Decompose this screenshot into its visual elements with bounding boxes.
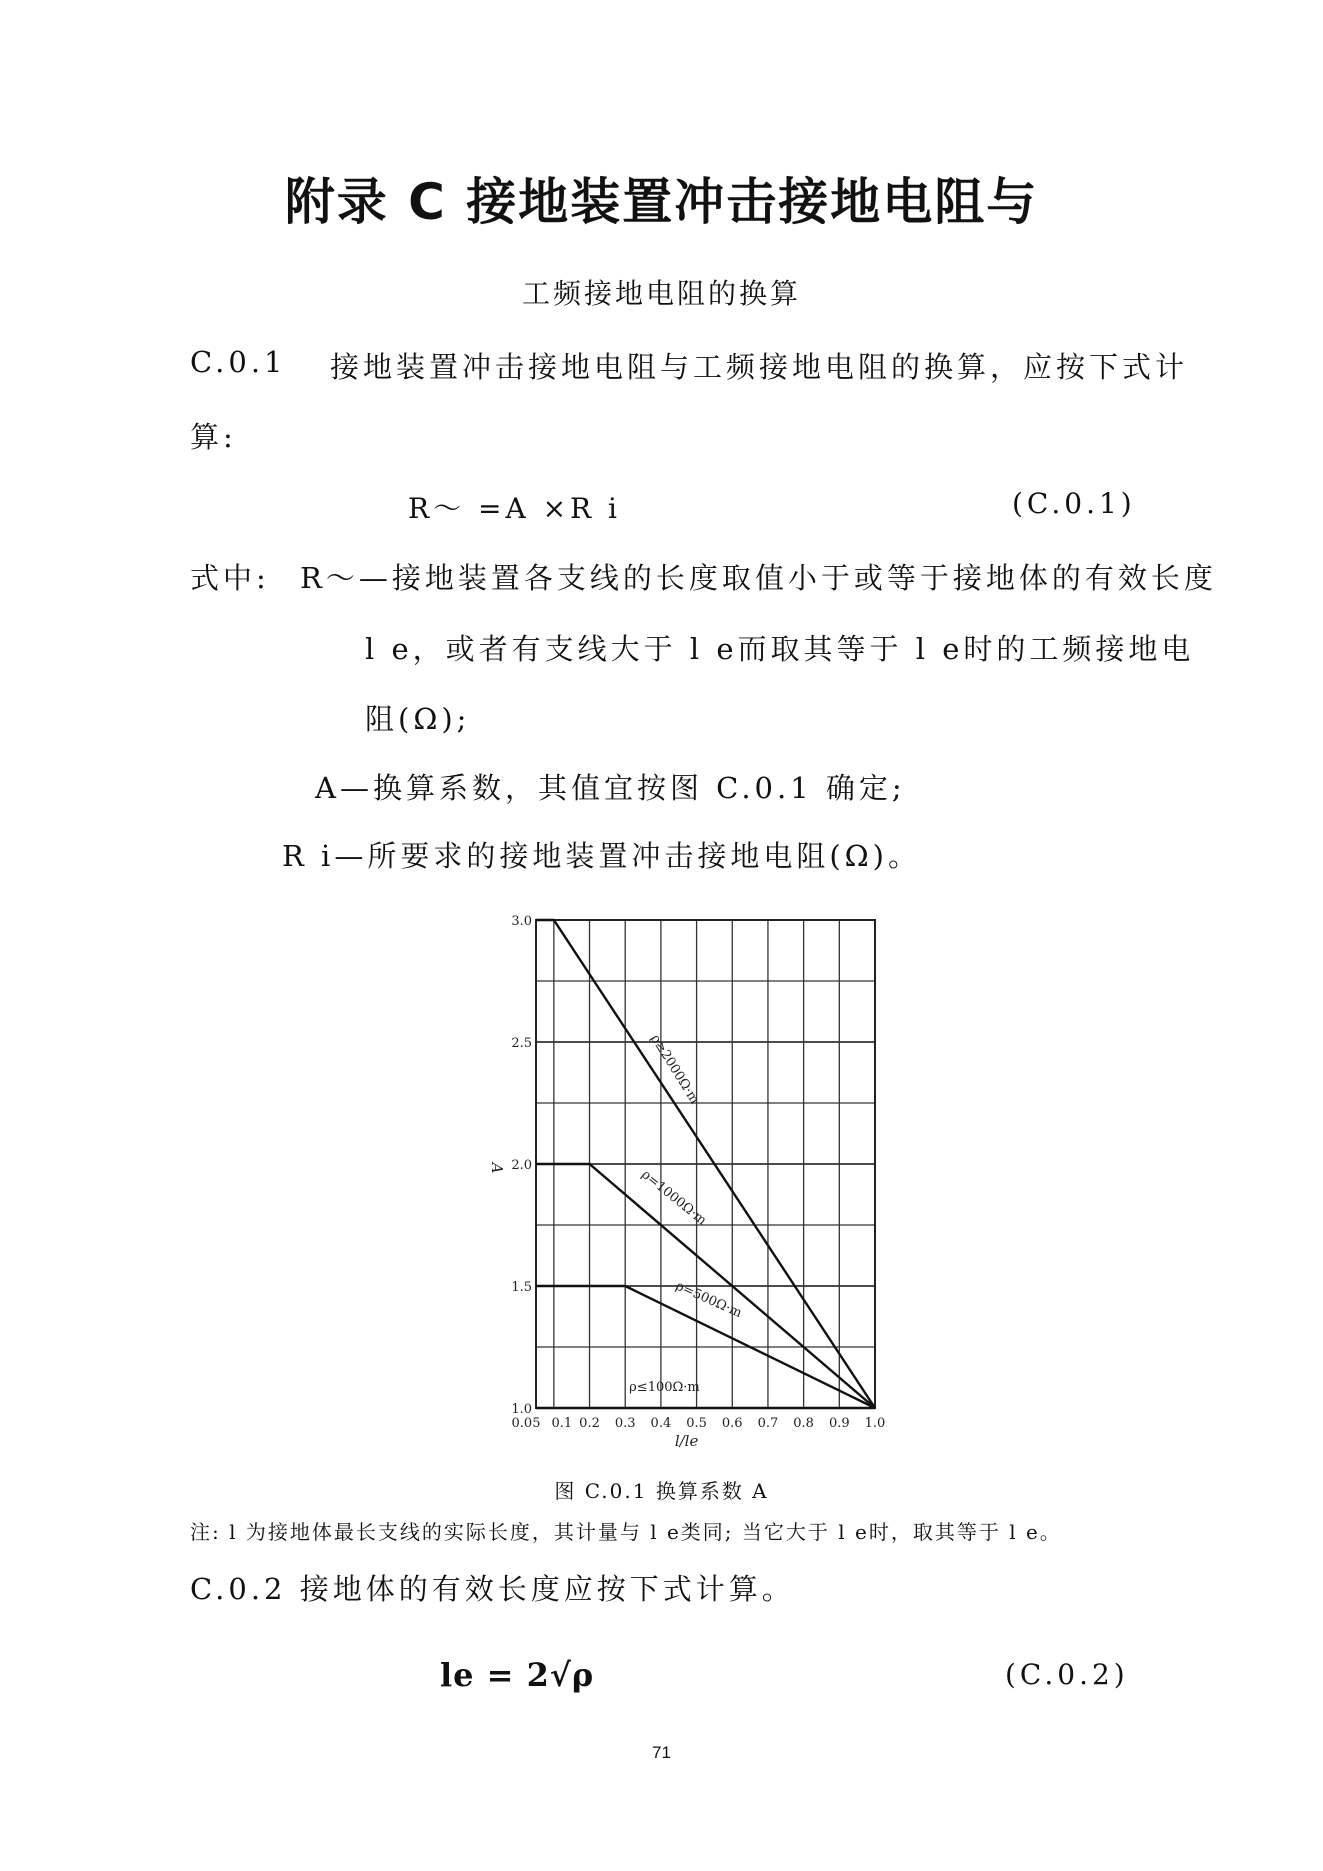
y-tick-label: 1.0 <box>511 1402 532 1417</box>
x-tick-label: 0.2 <box>579 1416 600 1431</box>
y-tick-label: 2.0 <box>511 1158 532 1173</box>
clause-c02-text: C.0.2 接地体的有效长度应按下式计算。 <box>190 1572 795 1606</box>
x-tick-label: 0.3 <box>614 1416 636 1431</box>
y-axis-label: A <box>488 1162 506 1174</box>
definition-r-line3: 阻(Ω); <box>365 702 471 736</box>
y-tick-label: 2.5 <box>511 1036 532 1051</box>
formula-c01: R～ =A ×R i <box>408 492 621 525</box>
y-tick-label: 3.0 <box>511 914 532 929</box>
definition-r-line2: l e，或者有支线大于 l e而取其等于 l e时的工频接地电 <box>365 632 1195 666</box>
definitions-prefix: 式中: <box>190 561 270 595</box>
x-tick-label: 0.8 <box>793 1416 814 1431</box>
x-tick-label: 0.5 <box>686 1416 707 1431</box>
x-tick-label: 1.0 <box>864 1416 886 1431</box>
figure-caption: 图 C.0.1 换算系数 A <box>554 1479 769 1503</box>
series-label: ρ=500Ω·m <box>673 1278 745 1322</box>
conversion-factor-chart <box>478 903 898 1473</box>
series-label: ρ≤100Ω·m <box>629 1379 700 1395</box>
x-axis-label: l/le <box>674 1432 699 1450</box>
chart-labels <box>488 914 885 1450</box>
y-tick-label: 1.5 <box>511 1280 532 1295</box>
figure-note: 注: l 为接地体最长支线的实际长度，其计量与 l e类同; 当它大于 l e时，取其等于 l e。 <box>190 1520 1062 1544</box>
definition-a: A—换算系数，其值宜按图 C.0.1 确定; <box>315 771 906 805</box>
formula-c02: le = 2√ρ <box>440 1656 595 1694</box>
x-tick-label: 0.1 <box>551 1416 573 1431</box>
page-subtitle: 工频接地电阻的换算 <box>521 277 801 310</box>
formula-c02-number: (C.0.2) <box>1005 1658 1129 1691</box>
x-tick-label: 0.4 <box>650 1416 672 1431</box>
clause-c01-text-line2: 算: <box>190 420 237 454</box>
definition-ri: R i—所要求的接地装置冲击接地电阻(Ω)。 <box>282 839 922 873</box>
x-tick-label: 0.6 <box>721 1416 743 1431</box>
x-tick-label: 0.7 <box>757 1416 779 1431</box>
definition-r-line1: R～—接地装置各支线的长度取值小于或等于接地体的有效长度 <box>300 561 1217 595</box>
x-tick-label: 0.05 <box>511 1416 541 1431</box>
page-title: 附录 C 接地装置冲击接地电阻与 <box>284 173 1039 231</box>
clause-c01-label: C.0.1 <box>190 345 287 379</box>
series-label: ρ≥2000Ω·m <box>647 1032 702 1107</box>
page-number: 71 <box>652 1743 671 1762</box>
series-label: ρ=1000Ω·m <box>638 1167 710 1229</box>
formula-c01-number: (C.0.1) <box>1012 487 1136 520</box>
x-tick-label: 0.9 <box>828 1416 850 1431</box>
clause-c01-text-line1: 接地装置冲击接地电阻与工频接地电阻的换算，应按下式计 <box>330 350 1189 384</box>
